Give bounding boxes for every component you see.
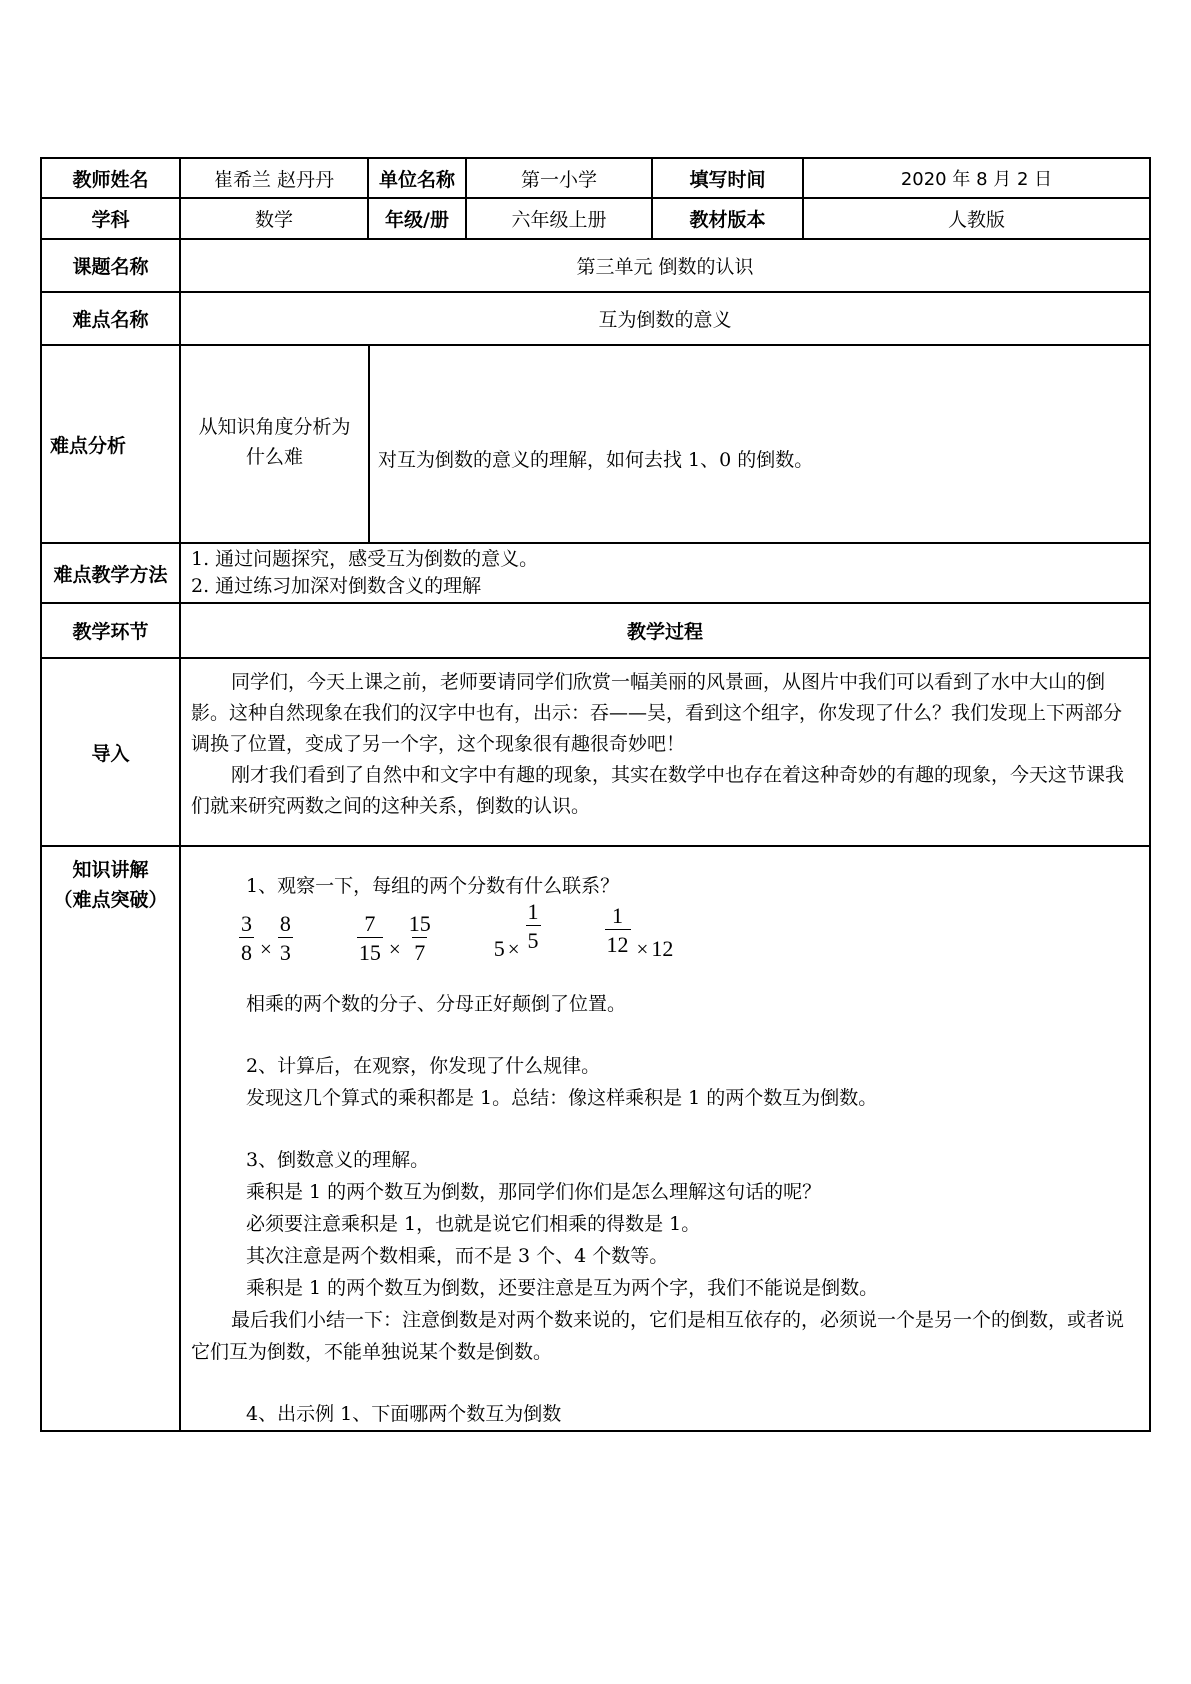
answer-2: 发现这几个算式的乘积都是 1。总结：像这样乘积是 1 的两个数互为倒数。 [246,1087,878,1109]
times-sign: × [507,937,520,961]
analysis-sub-label-line2: 什么难 [245,446,303,468]
topic-label: 课题名称 [41,239,180,292]
unit-name-label: 单位名称 [368,158,466,198]
summary-paragraph: 最后我们小结一下：注意倒数是对两个数来说的，它们是相互依存的，必须说一个是另一个的倒数，或者说它们互为倒数，不能单独说某个数是倒数。 [191,1309,1125,1363]
fraction-1-5 [526,899,541,954]
process-stage-label: 教学环节 [41,603,180,658]
topic-value: 第三单元 倒数的认识 [180,239,1150,292]
question-3: 3、倒数意义的理解。 [246,1149,430,1171]
teacher-name-value: 崔希兰 赵丹丹 [180,158,368,198]
lesson-plan-table [40,157,1151,1432]
numerator: 3 [241,911,252,936]
denominator: 15 [357,937,383,966]
fraction-group-1 [236,911,296,966]
explanation-line-3: 其次注意是两个数相乘，而不是 3 个、4 个数等。 [246,1245,669,1267]
teacher-name-label: 教师姓名 [41,158,180,198]
whole-number-12: 12 [651,936,674,961]
subject-label: 学科 [41,198,180,239]
method-item-2: 2. 通过练习加深对倒数含义的理解 [191,575,482,597]
denominator: 12 [605,929,631,958]
answer-1: 相乘的两个数的分子、分母正好颠倒了位置。 [246,993,627,1015]
times-sign: × [260,937,272,961]
times-sign: × [636,937,649,961]
times-sign: × [388,937,401,961]
denominator: 3 [278,937,293,966]
intro-cell [180,658,1150,846]
edition-value: 人教版 [803,198,1150,239]
numerator: 1 [527,899,539,924]
analysis-sub-label [181,346,369,542]
analysis-cell [180,345,1150,543]
intro-paragraph-2: 刚才我们看到了自然中和文字中有趣的现象，其实在数学中也存在着这种奇妙的有趣的现象，今天这节课我们就来研究两数之间的这种关系，倒数的认识。 [191,764,1125,817]
knowledge-cell [180,846,1150,1431]
grade-label: 年级/册 [368,198,466,239]
numerator: 7 [364,911,376,936]
fill-date-label: 填写时间 [652,158,803,198]
process-label: 教学过程 [180,603,1150,658]
edition-label: 教材版本 [652,198,803,239]
explanation-line-4: 乘积是 1 的两个数互为倒数，还要注意是互为两个字，我们不能说是倒数。 [246,1277,879,1299]
analysis-text: 对互为倒数的意义的理解，如何去找 1、0 的倒数。 [369,346,1149,542]
question-2: 2、计算后，在观察，你发现了什么规律。 [246,1055,601,1077]
difficulty-label: 难点名称 [41,292,180,345]
denominator: 5 [526,925,541,954]
analysis-sub-label-line1: 从知识角度分析为 [198,416,351,438]
fraction-group-4 [602,903,674,966]
fraction-7-15 [357,911,383,966]
difficulty-value: 互为倒数的意义 [180,292,1150,345]
denominator: 7 [412,937,427,966]
denominator: 8 [239,937,254,966]
intro-paragraph-1: 同学们，今天上课之前，老师要请同学们欣赏一幅美丽的风景画，从图片中我们可以看到了水中大山的倒影。这种自然现象在我们的汉字中也有，出示：吞——吴，看到这个组字，你发现了什么？我们发现上下两部分调换了位置，变成了另一个字，这个现象很有趣很奇妙吧！ [191,671,1123,755]
lesson-plan-document [40,157,1149,1432]
method-item-1: 1. 通过问题探究，感受互为倒数的意义。 [191,548,539,570]
explanation-line-2: 必须要注意乘积是 1，也就是说它们相乘的得数是 1。 [246,1213,701,1235]
question-1: 1、观察一下，每组的两个分数有什么联系？ [246,875,620,897]
unit-name-value: 第一小学 [466,158,652,198]
whole-number-5: 5 [493,936,505,961]
knowledge-label-line1: 知识讲解 [72,859,149,881]
fraction-group-3 [494,899,544,966]
numerator: 1 [612,903,624,928]
analysis-inner [181,346,1149,542]
numerator: 15 [408,911,431,936]
fill-date-value: 2020 年 8 月 2 日 [803,158,1150,198]
knowledge-label-line2: （难点突破） [53,889,168,911]
method-cell [180,543,1150,603]
question-4: 4、出示例 1、下面哪两个数互为倒数 [246,1403,562,1425]
fraction-8-3 [278,911,293,966]
grade-value: 六年级上册 [466,198,652,239]
fraction-1-12 [605,903,631,958]
method-label: 难点教学方法 [41,543,180,603]
fraction-3-8 [239,911,254,966]
fraction-15-7 [407,911,433,966]
fraction-group-2 [354,911,436,966]
intro-label: 导入 [41,658,180,846]
subject-value: 数学 [180,198,368,239]
explanation-line-1: 乘积是 1 的两个数互为倒数，那同学们你们是怎么理解这句话的呢？ [246,1181,822,1203]
numerator: 8 [279,911,291,936]
analysis-label: 难点分析 [41,345,180,543]
